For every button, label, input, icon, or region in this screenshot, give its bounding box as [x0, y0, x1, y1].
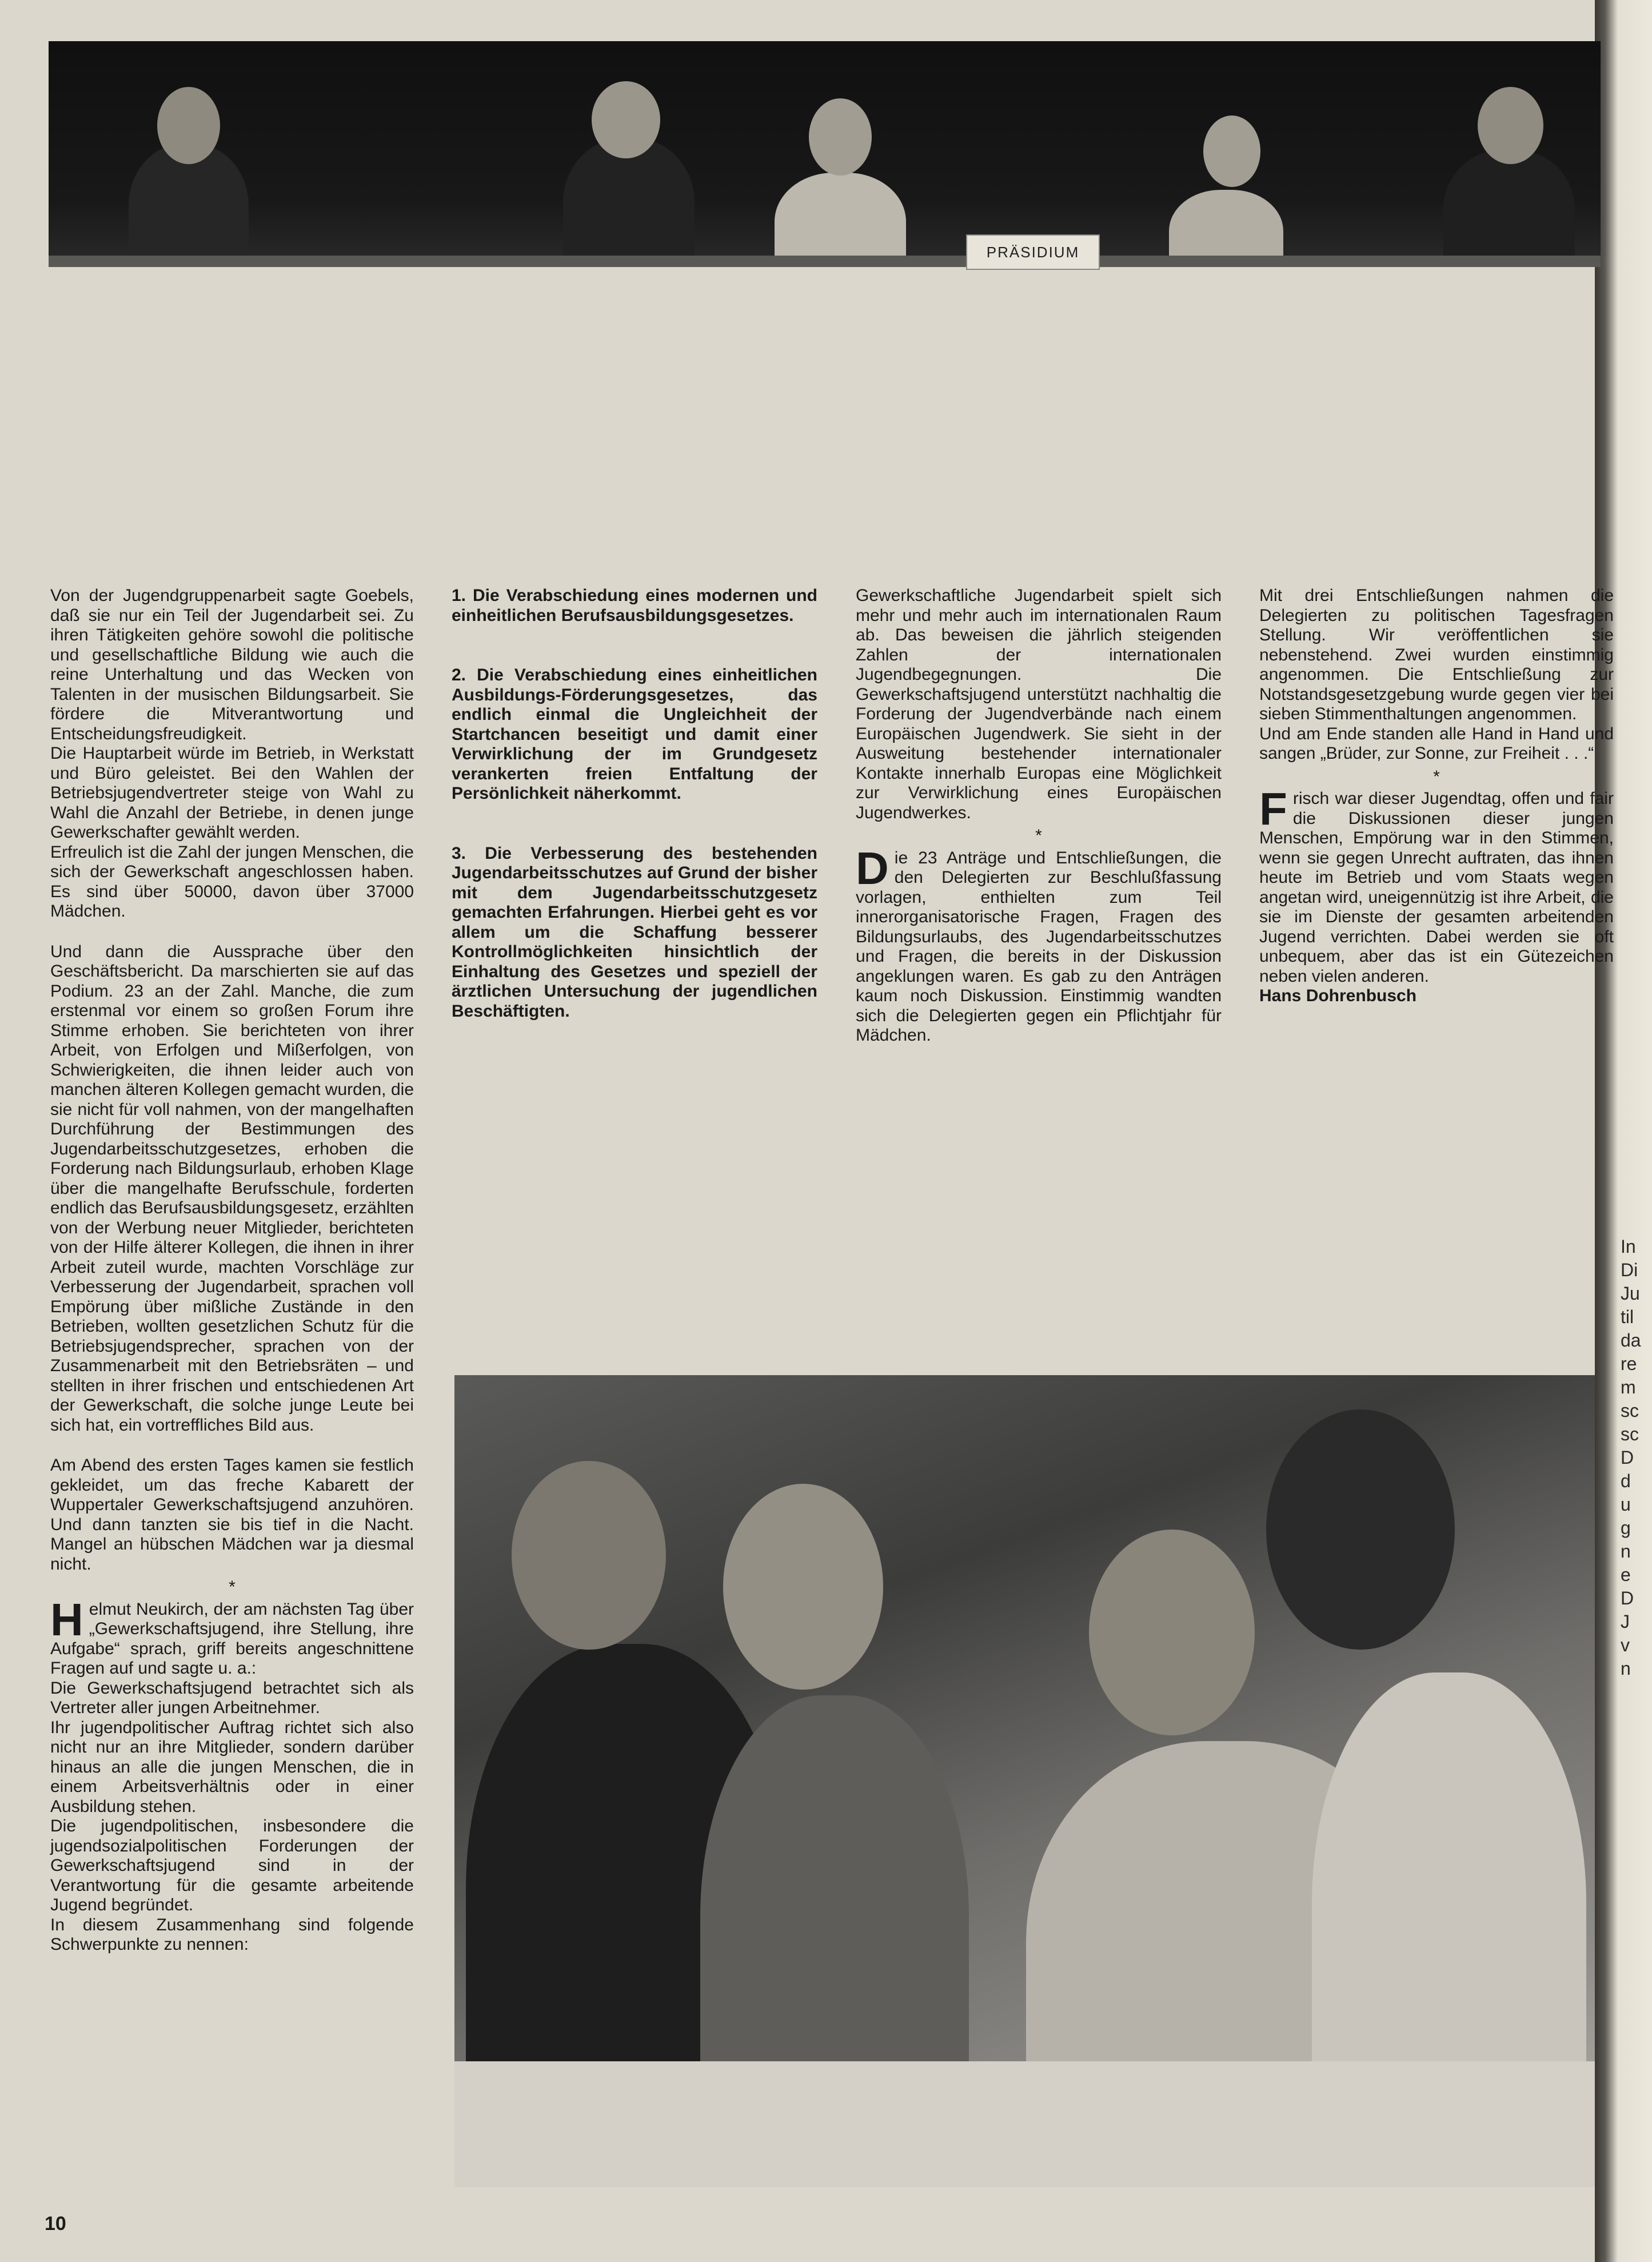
drop-cap: H	[50, 1594, 83, 1645]
person-silhouette	[775, 173, 906, 267]
page-gutter	[1595, 0, 1652, 2262]
text-column-4	[1259, 586, 1614, 1006]
text-column-2	[452, 586, 817, 1021]
paragraph	[1259, 783, 1614, 986]
paragraph-text: elmut Neukirch, der am nächsten Tag über „Gewerkschaftsjugend, ihre Stellung, ihre Aufgabe“ sprach, griff bereits angeschnittene Fragen auf und sagte u. a.:	[50, 1599, 414, 1678]
paragraph: Ihr jugendpolitischer Auftrag richtet sich also nicht nur an ihre Mitglieder, sondern darüber hinaus an alle die jungen Menschen, die in einem Arbeitsverhältnis oder in einer Ausbildung stehen.	[50, 1718, 414, 1816]
drop-cap: D	[856, 842, 889, 894]
page-number: 10	[45, 2213, 66, 2235]
paragraph	[50, 1594, 414, 1679]
paragraph: Mit drei Entschließungen nahmen die Delegierten zu politischen Tagesfragen Stellung. Wir veröffentlichen sie nebenstehend. Zwei wurden einstimmig angenommen. Die Entschließung zur Notstandsgesetzgebung wurde gegen vier bei sieben Stimmenthaltungen angenommen.	[1259, 586, 1614, 723]
section-separator: *	[229, 1578, 236, 1596]
person-head	[512, 1461, 666, 1650]
author-byline: Hans Dohrenbusch	[1259, 986, 1417, 1005]
paragraph: Von der Jugendgruppenarbeit sagte Goebels, daß sie nur ein Teil der Jugendarbeit sei. Zu ihren Tätigkeiten gehöre sowohl die politische und gesellschaftliche Bildung wie auch die reine Unterhaltung und das Wecken von Talenten in der musischen Bildungsarbeit. Sie fördere die Mitverantwortung und Entscheidungsfreudigkeit.	[50, 586, 414, 743]
table-surface	[454, 2061, 1595, 2187]
paragraph: Die Hauptarbeit würde im Betrieb, in Werkstatt und Büro geleistet. Bei den Wahlen der Betriebsjugendvertreter steige von Wahl zu Wahl die Anzahl der Betriebe, in denen junge Gewerkschafter gewählt werden.	[50, 744, 414, 842]
paragraph: Gewerkschaftliche Jugendarbeit spielt sich mehr und mehr auch im internationalen Raum ab. Das beweisen die jährlich steigenden Zahlen der internationalen Jugendbegegnungen. Die Gewerkschaftsjugend unterstützt nachhaltig die Forderung der Jugendverbände nach einem Europäischen Jugendwerk. Sie sieht in der Ausweitung bestehender internationaler Kontakte innerhalb Europas eine Möglichkeit zur Verwirklichung eines Europäischen Jugendwerkes.	[856, 586, 1222, 822]
person-head	[1203, 116, 1260, 187]
text-column-1	[50, 586, 414, 1955]
paragraph: Die Gewerkschaftsjugend betrachtet sich als Vertreter aller jungen Arbeitnehmer.	[50, 1678, 414, 1717]
section-separator: *	[1433, 767, 1440, 786]
person-head	[723, 1484, 883, 1690]
person-head	[1478, 87, 1543, 164]
person-head	[1266, 1409, 1455, 1650]
spacer	[452, 804, 817, 844]
demand-item-1: 1. Die Verabschiedung eines modernen und einheitlichen Berufsausbildungsgesetzes.	[452, 586, 817, 625]
paragraph: Und am Ende standen alle Hand in Hand und sangen „Brüder, zur Sonne, zur Freiheit . . .“	[1259, 724, 1614, 763]
paragraph-text: ie 23 Anträge und Entschließungen, die den Delegierten zur Beschlußfassung vorlagen, enthielten zum Teil innerorganisatorische Fragen, Fragen des Bildungsurlaubs, des Jugendarbeitsschutzes und Fragen, die bereits in der Diskussion angeklungen waren. Es gab zu den Anträgen kaum noch Diskussion. Einstimmig wandten sich die Delegierten gegen ein Pflichtjahr für Mädchen.	[856, 848, 1222, 1045]
paragraph: In diesem Zusammenhang sind folgende Schwerpunkte zu nennen:	[50, 1915, 414, 1954]
paragraph: Und dann die Aussprache über den Geschäftsbericht. Da marschierten sie auf das Podium. 23 an der Zahl. Manche, die zum erstenmal vor einem so großen Forum ihre Stimme erhoben. Sie berichteten von ihrer Arbeit, von Erfolgen und Mißerfolgen, von Schwierigkeiten, die ihnen leider auch von manchen älteren Kollegen gemacht wurden, die sie nicht für voll nahmen, von der mangelhaften Durchführung der Bestimmungen des Jugendarbeitsschutzgesetzes, erhoben die Forderung nach Bildungsurlaub, erhoben Klage über die mangelhafte Berufsschule, forderten endlich das Berufsausbildungsgesetz, erzählten von der Werbung neuer Mitglieder, berichteten von der Hilfe älterer Kollegen, die ihnen in ihrer Arbeit zuteil wurde, machten Vorschläge zur Verbesserung der Jugendarbeit, sprachen voll Empörung über mißliche Zustände in den Betrieben, wollten gesetzlichen Schutz für die Betriebsjugendsprecher, sprachen von der Zusammenarbeit mit den Betriebsräten – und stellten in ihrer frischen und entschiedenen Art der Gewerkschaft, die solche junge Leute bei sich hat, ein vortreffliches Bild aus.	[50, 942, 414, 1435]
person-head	[157, 87, 220, 164]
person-head	[1089, 1530, 1255, 1735]
next-page-text-fragment: In Di Ju til da re m sc sc D d u g n e D J v n	[1621, 1236, 1641, 1679]
spacer	[452, 626, 817, 666]
paragraph-text: risch war dieser Jugendtag, offen und fair die Diskussionen dieser jungen Menschen, Empörung war in den Stimmen, wenn sie gegen Unrecht auftraten, das ihnen heute im Betrieb und vom Staats wegen angetan wird, uneigennützig ist ihre Arbeit, die sie im Dienste der gesamten arbeitenden Jugend verrichten. Dabei werden sie oft unbequem, aber das ist ein Gütezeichen neben vielen anderen.	[1259, 789, 1614, 986]
person-silhouette	[1443, 150, 1575, 267]
section-separator: *	[1035, 826, 1042, 845]
paragraph	[856, 842, 1222, 1046]
spacer	[50, 922, 414, 942]
paragraph: Am Abend des ersten Tages kamen sie festlich gekleidet, um das freche Kabarett der Wuppertaler Gewerkschaftsjugend anzuhören. Und dann tanzten sie bis tief in die Nacht. Mangel an hübschen Mädchen war ja diesmal nicht.	[50, 1456, 414, 1574]
demand-item-3: 3. Die Verbesserung des bestehenden Jugendarbeitsschutzes auf Grund der bisher mit dem Jugendarbeitsschutzgesetz gemachten Erfahrungen. Hierbei geht es vor allem um die Schaffung besserer Kontrollmöglichkeiten hinsichtlich der Einhaltung des Gesetzes und speziell der ärztlichen Untersuchung der jugendlichen Beschäftigten.	[452, 843, 817, 1021]
paragraph: Die jugendpolitischen, insbesondere die jugendsozialpolitischen Forderungen der Gewerkschaftsjugend sind in der Verantwortung für die gesamte arbeitende Jugend begründet.	[50, 1817, 414, 1914]
spacer	[50, 1435, 414, 1456]
text-column-3	[856, 586, 1222, 1046]
presidium-photo	[49, 41, 1601, 267]
drop-cap: F	[1259, 783, 1287, 834]
presidium-sign: PRÄSIDIUM	[966, 234, 1100, 270]
table-edge	[49, 256, 1601, 267]
person-head	[809, 98, 872, 176]
person-head	[592, 81, 660, 158]
demand-item-2: 2. Die Verabschiedung eines einheitlichen Ausbildungs-Förderungsgesetzes, das endlich einmal die Ungleichheit der Startchancen beseitigt und damit einer Verwirklichung der im Grundgesetz verankerten freien Entfaltung der Persönlichkeit näherkommt.	[452, 666, 817, 803]
delegates-photo	[454, 1375, 1595, 2187]
paragraph: Erfreulich ist die Zahl der jungen Menschen, die sich der Gewerkschaft angeschlossen haben. Es sind über 50000, davon über 37000 Mädchen.	[50, 842, 414, 921]
